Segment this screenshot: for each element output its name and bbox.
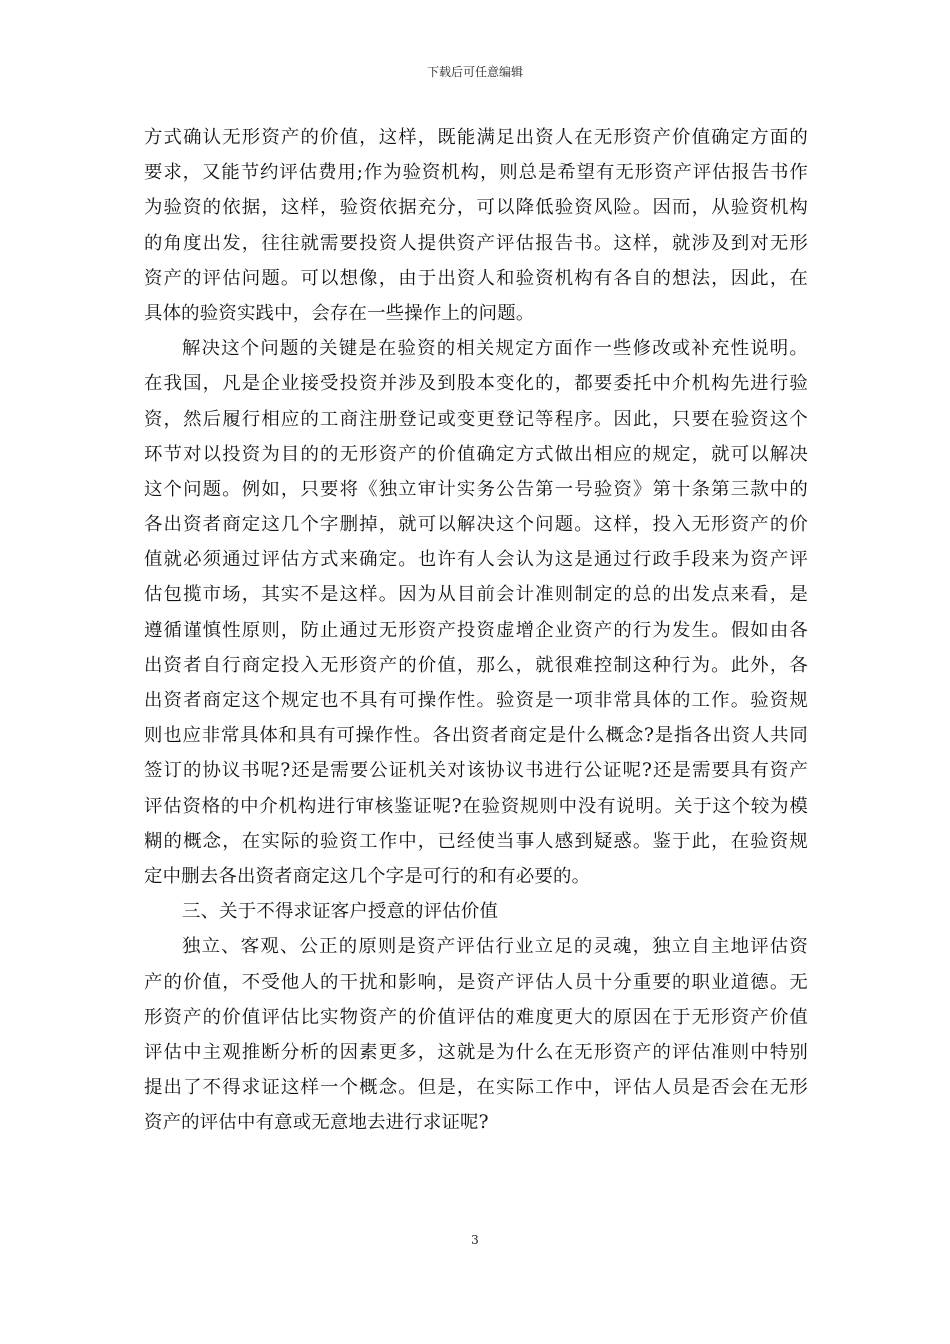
text-line: 提出了不得求证这样一个概念。但是，在实际工作中，评估人员是否会在无形 bbox=[144, 1077, 808, 1099]
text-line: 出资者商定这个规定也不具有可操作性。验资是一项非常具体的工作。验资规 bbox=[144, 690, 808, 711]
text-line: 为验资的依据，这样，验资依据充分，可以降低验资风险。因而，从验资机构 bbox=[144, 197, 808, 219]
text-line: 的角度出发，往往就需要投资人提供资产评估报告书。这样，就涉及到对无形 bbox=[144, 232, 808, 254]
text-line: 资产的评估中有意或无意地去进行求证呢? bbox=[144, 1112, 489, 1134]
text-line: 签订的协议书呢?还是需要公证机关对该协议书进行公证呢?还是需要具有资产 bbox=[144, 760, 808, 782]
text-line: 资产的评估问题。可以想像，由于出资人和验资机构有各自的想法，因此，在 bbox=[144, 267, 808, 289]
text-line: 评估资格的中介机构进行审核鉴证呢?在验资规则中没有说明。关于这个较为模 bbox=[144, 795, 808, 817]
text-line: 则也应非常具体和具有可操作性。各出资者商定是什么概念?是指各出资人共同 bbox=[144, 725, 808, 747]
text-line: 值就必须通过评估方式来确定。也许有人会认为这是通过行政手段来为资产评 bbox=[144, 549, 808, 571]
page-number: 3 bbox=[471, 1233, 479, 1247]
text-line: 环节对以投资为目的的无形资产的价值确定方式做出相应的规定，就可以解决 bbox=[144, 443, 808, 465]
text-line: 在我国，凡是企业接受投资并涉及到股本变化的，都要委托中介机构先进行验 bbox=[144, 373, 808, 395]
text-line: 各出资者商定这几个字删掉，就可以解决这个问题。这样，投入无形资产的价 bbox=[144, 514, 808, 536]
heading-text: 三、关于不得求证客户授意的评估价值 bbox=[182, 901, 499, 923]
paragraph bbox=[144, 929, 808, 1140]
text-line: 独立、客观、公正的原则是资产评估行业立足的灵魂，独立自主地评估资 bbox=[182, 936, 808, 958]
paragraph bbox=[144, 331, 808, 894]
text-line: 资，然后履行相应的工商注册登记或变更登记等程序。因此，只要在验资这个 bbox=[144, 408, 808, 430]
section-heading bbox=[144, 894, 808, 929]
paragraph bbox=[144, 120, 808, 331]
text-line: 具体的验资实践中，会存在一些操作上的问题。 bbox=[144, 302, 535, 324]
text-line: 定中删去各出资者商定这几个字是可行的和有必要的。 bbox=[144, 865, 591, 887]
text-line: 估包揽市场，其实不是这样。因为从目前会计准则制定的总的出发点来看，是 bbox=[144, 584, 808, 606]
text-line: 遵循谨慎性原则，防止通过无形资产投资虚增企业资产的行为发生。假如由各 bbox=[144, 619, 808, 641]
text-line: 评估中主观推断分析的因素更多，这就是为什么在无形资产的评估准则中特别 bbox=[144, 1041, 808, 1063]
text-line: 出资者自行商定投入无形资产的价值，那么，就很难控制这种行为。此外，各 bbox=[144, 654, 808, 676]
text-line: 解决这个问题的关键是在验资的相关规定方面作一些修改或补充性说明。 bbox=[182, 338, 808, 360]
text-line: 要求，又能节约评估费用;作为验资机构，则总是希望有无形资产评估报告书作 bbox=[144, 162, 808, 184]
text-line: 形资产的价值评估比实物资产的价值评估的难度更大的原因在于无形资产价值 bbox=[144, 1006, 808, 1028]
text-line: 糊的概念，在实际的验资工作中，已经使当事人感到疑惑。鉴于此，在验资规 bbox=[144, 830, 808, 852]
text-line: 方式确认无形资产的价值，这样，既能满足出资人在无形资产价值确定方面的 bbox=[144, 127, 808, 148]
document-body bbox=[144, 120, 808, 1140]
text-line: 这个问题。例如，只要将《独立审计实务公告第一号验资》第十条第三款中的 bbox=[144, 478, 808, 500]
page-header: 下载后可任意编辑 bbox=[426, 65, 523, 79]
text-line: 产的价值，不受他人的干扰和影响，是资产评估人员十分重要的职业道德。无 bbox=[144, 971, 808, 993]
